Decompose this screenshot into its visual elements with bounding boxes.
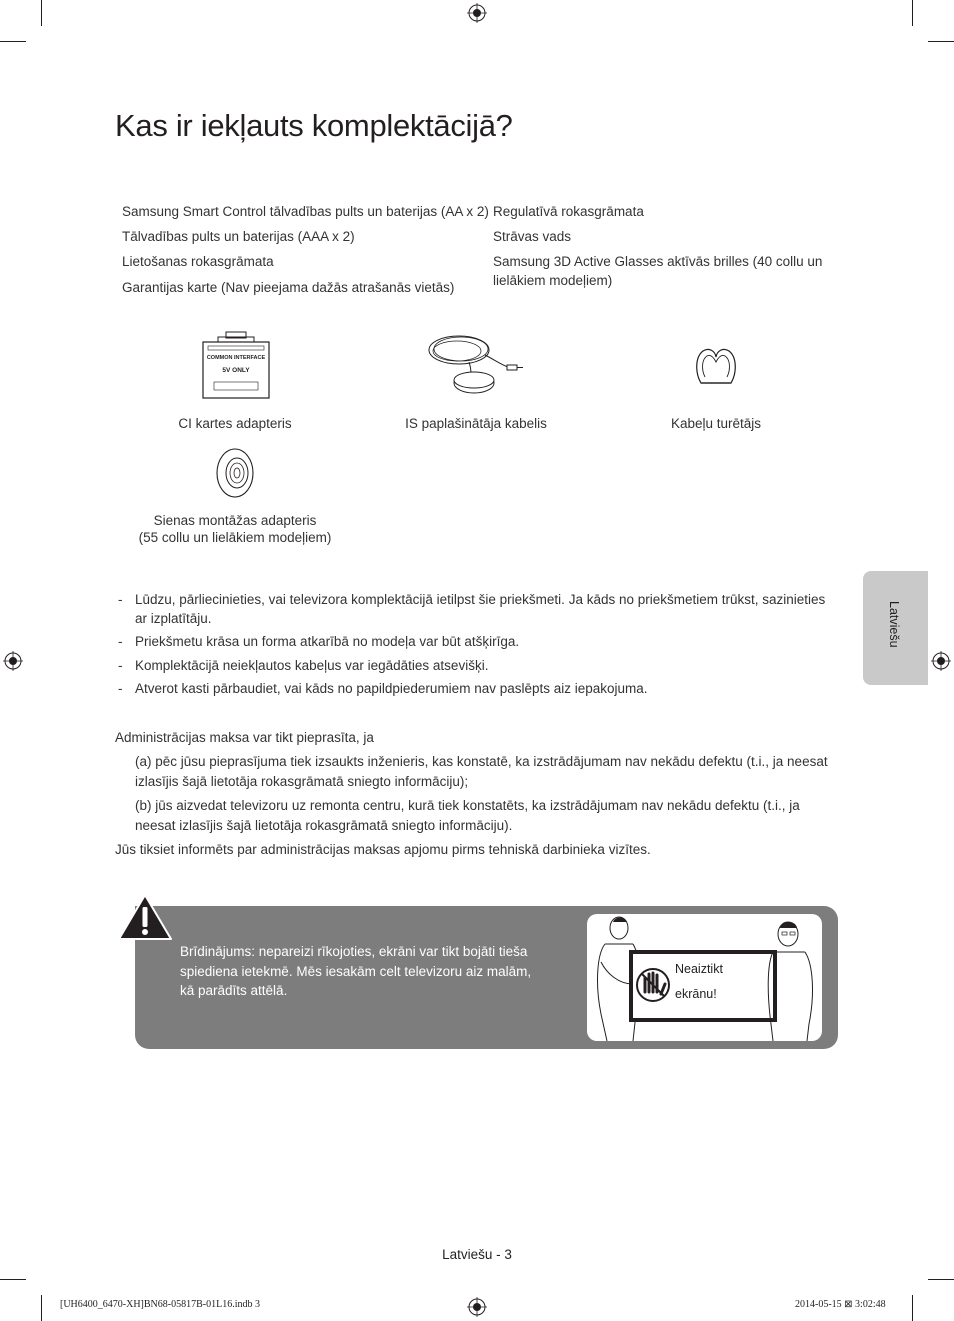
crop-mark — [41, 1295, 42, 1321]
warning-triangle-icon — [116, 892, 174, 942]
crop-mark — [41, 0, 42, 26]
admin-intro: Administrācijas maksa var tikt pieprasīta, ja — [115, 730, 374, 745]
warning-text: Brīdinājums: nepareizi rīkojoties, ekrāni var tikt bojāti tieša spiediena ietekmē. Mēs iesakām celt televizoru aiz malām, kā parādīts attēlā. — [180, 944, 532, 998]
note-item: - Atverot kasti pārbaudiet, vai kāds no papildpiederumiem nav paslēpts aiz iepakojuma. — [118, 681, 648, 696]
contents-item: Lietošanas rokasgrāmata — [122, 254, 274, 269]
admin-outro: Jūs tiksiet informēts par administrācijas maksas apjomu pirms tehniskā darbinieka vizītes. — [115, 842, 651, 857]
registration-mark-icon — [931, 651, 951, 671]
note-item: - Priekšmetu krāsa un forma atkarībā no modeļa var būt atšķirīga. — [118, 634, 520, 649]
tv-carrying-illustration — [587, 914, 822, 1041]
contents-item: Strāvas vads — [493, 229, 572, 244]
contents-item: Tālvadības pults un baterijas (AAA x 2) — [122, 229, 355, 244]
wall-adapter-caption: Sienas montāžas adapteris — [153, 513, 317, 528]
note-item: - Komplektācijā neiekļautos kabeļus var iegādāties atsevišķi. — [118, 658, 489, 673]
contents-item: Samsung 3D Active Glasses aktīvās brilles (40 collu un lielākiem modeļiem) — [493, 254, 823, 288]
wall-mount-adapter-icon — [215, 447, 255, 499]
print-slug-left: [UH6400_6470-XH]BN68-05817B-01L16.indb 3 — [60, 1299, 260, 1310]
language-tab-label: Latviešu — [887, 601, 901, 648]
crop-mark — [928, 41, 954, 42]
page-title: Kas ir iekļauts komplektācijā? — [115, 108, 513, 143]
crop-mark — [912, 0, 913, 26]
note-item: - Lūdzu, pārliecinieties, vai televizora komplektācijā ietilpst šie priekšmeti. Ja kāds no priekšmetiem trūkst, sazinieties ar izplatītāju. — [118, 592, 826, 626]
language-tab — [863, 571, 928, 685]
registration-mark-icon — [3, 651, 23, 671]
contents-item: Regulatīvā rokasgrāmata — [493, 204, 644, 219]
ir-extender-cable-icon — [425, 330, 525, 396]
print-slug-right: 2014-05-15 ⊠ 3:02:48 — [795, 1299, 886, 1310]
cable-holder-caption: Kabeļu turētājs — [670, 416, 762, 431]
ci-label-text: 5V ONLY — [222, 367, 250, 374]
ci-adapter-caption: CI kartes adapteris — [178, 416, 292, 431]
screen-warning-text: Neaiztikt — [675, 962, 723, 976]
ci-card-adapter-icon — [200, 330, 272, 400]
cable-holder-icon — [693, 343, 739, 389]
ci-label-text: COMMON INTERFACE — [206, 355, 266, 361]
registration-mark-icon — [467, 1297, 487, 1317]
registration-mark-icon — [467, 3, 487, 23]
people-carrying-tv-icon — [587, 914, 822, 1041]
wall-adapter-caption: (55 collu un lielākiem modeļiem) — [138, 530, 332, 545]
crop-mark — [928, 1279, 954, 1280]
contents-item: Samsung Smart Control tālvadības pults un baterijas (AA x 2) — [122, 204, 489, 219]
crop-mark — [0, 1279, 26, 1280]
crop-mark — [912, 1295, 913, 1321]
crop-mark — [0, 41, 26, 42]
admin-condition-a: (a) pēc jūsu pieprasījuma tiek izsaukts inženieris, kas konstatē, ka izstrādājumam nav nekādu defektu (t.i., ja neesat izlasījis šajā lietotāja rokasgrāmatā sniegto informāciju); — [135, 754, 828, 789]
admin-condition-b: (b) jūs aizvedat televizoru uz remonta centru, kurā tiek konstatēts, ka izstrādājumam nav nekādu defektu (t.i., ja neesat izlasījis šajā lietotāja rokasgrāmatā sniegto informāciju). — [135, 798, 800, 833]
warning-label: Brīdinājums — [180, 944, 252, 959]
screen-warning-text: ekrānu! — [675, 987, 717, 1001]
page-number: Latviešu - 3 — [442, 1247, 512, 1262]
contents-item: Garantijas karte (Nav pieejama dažās atrašanās vietās) — [122, 280, 455, 295]
ir-cable-caption: IS paplašinātāja kabelis — [405, 416, 547, 431]
